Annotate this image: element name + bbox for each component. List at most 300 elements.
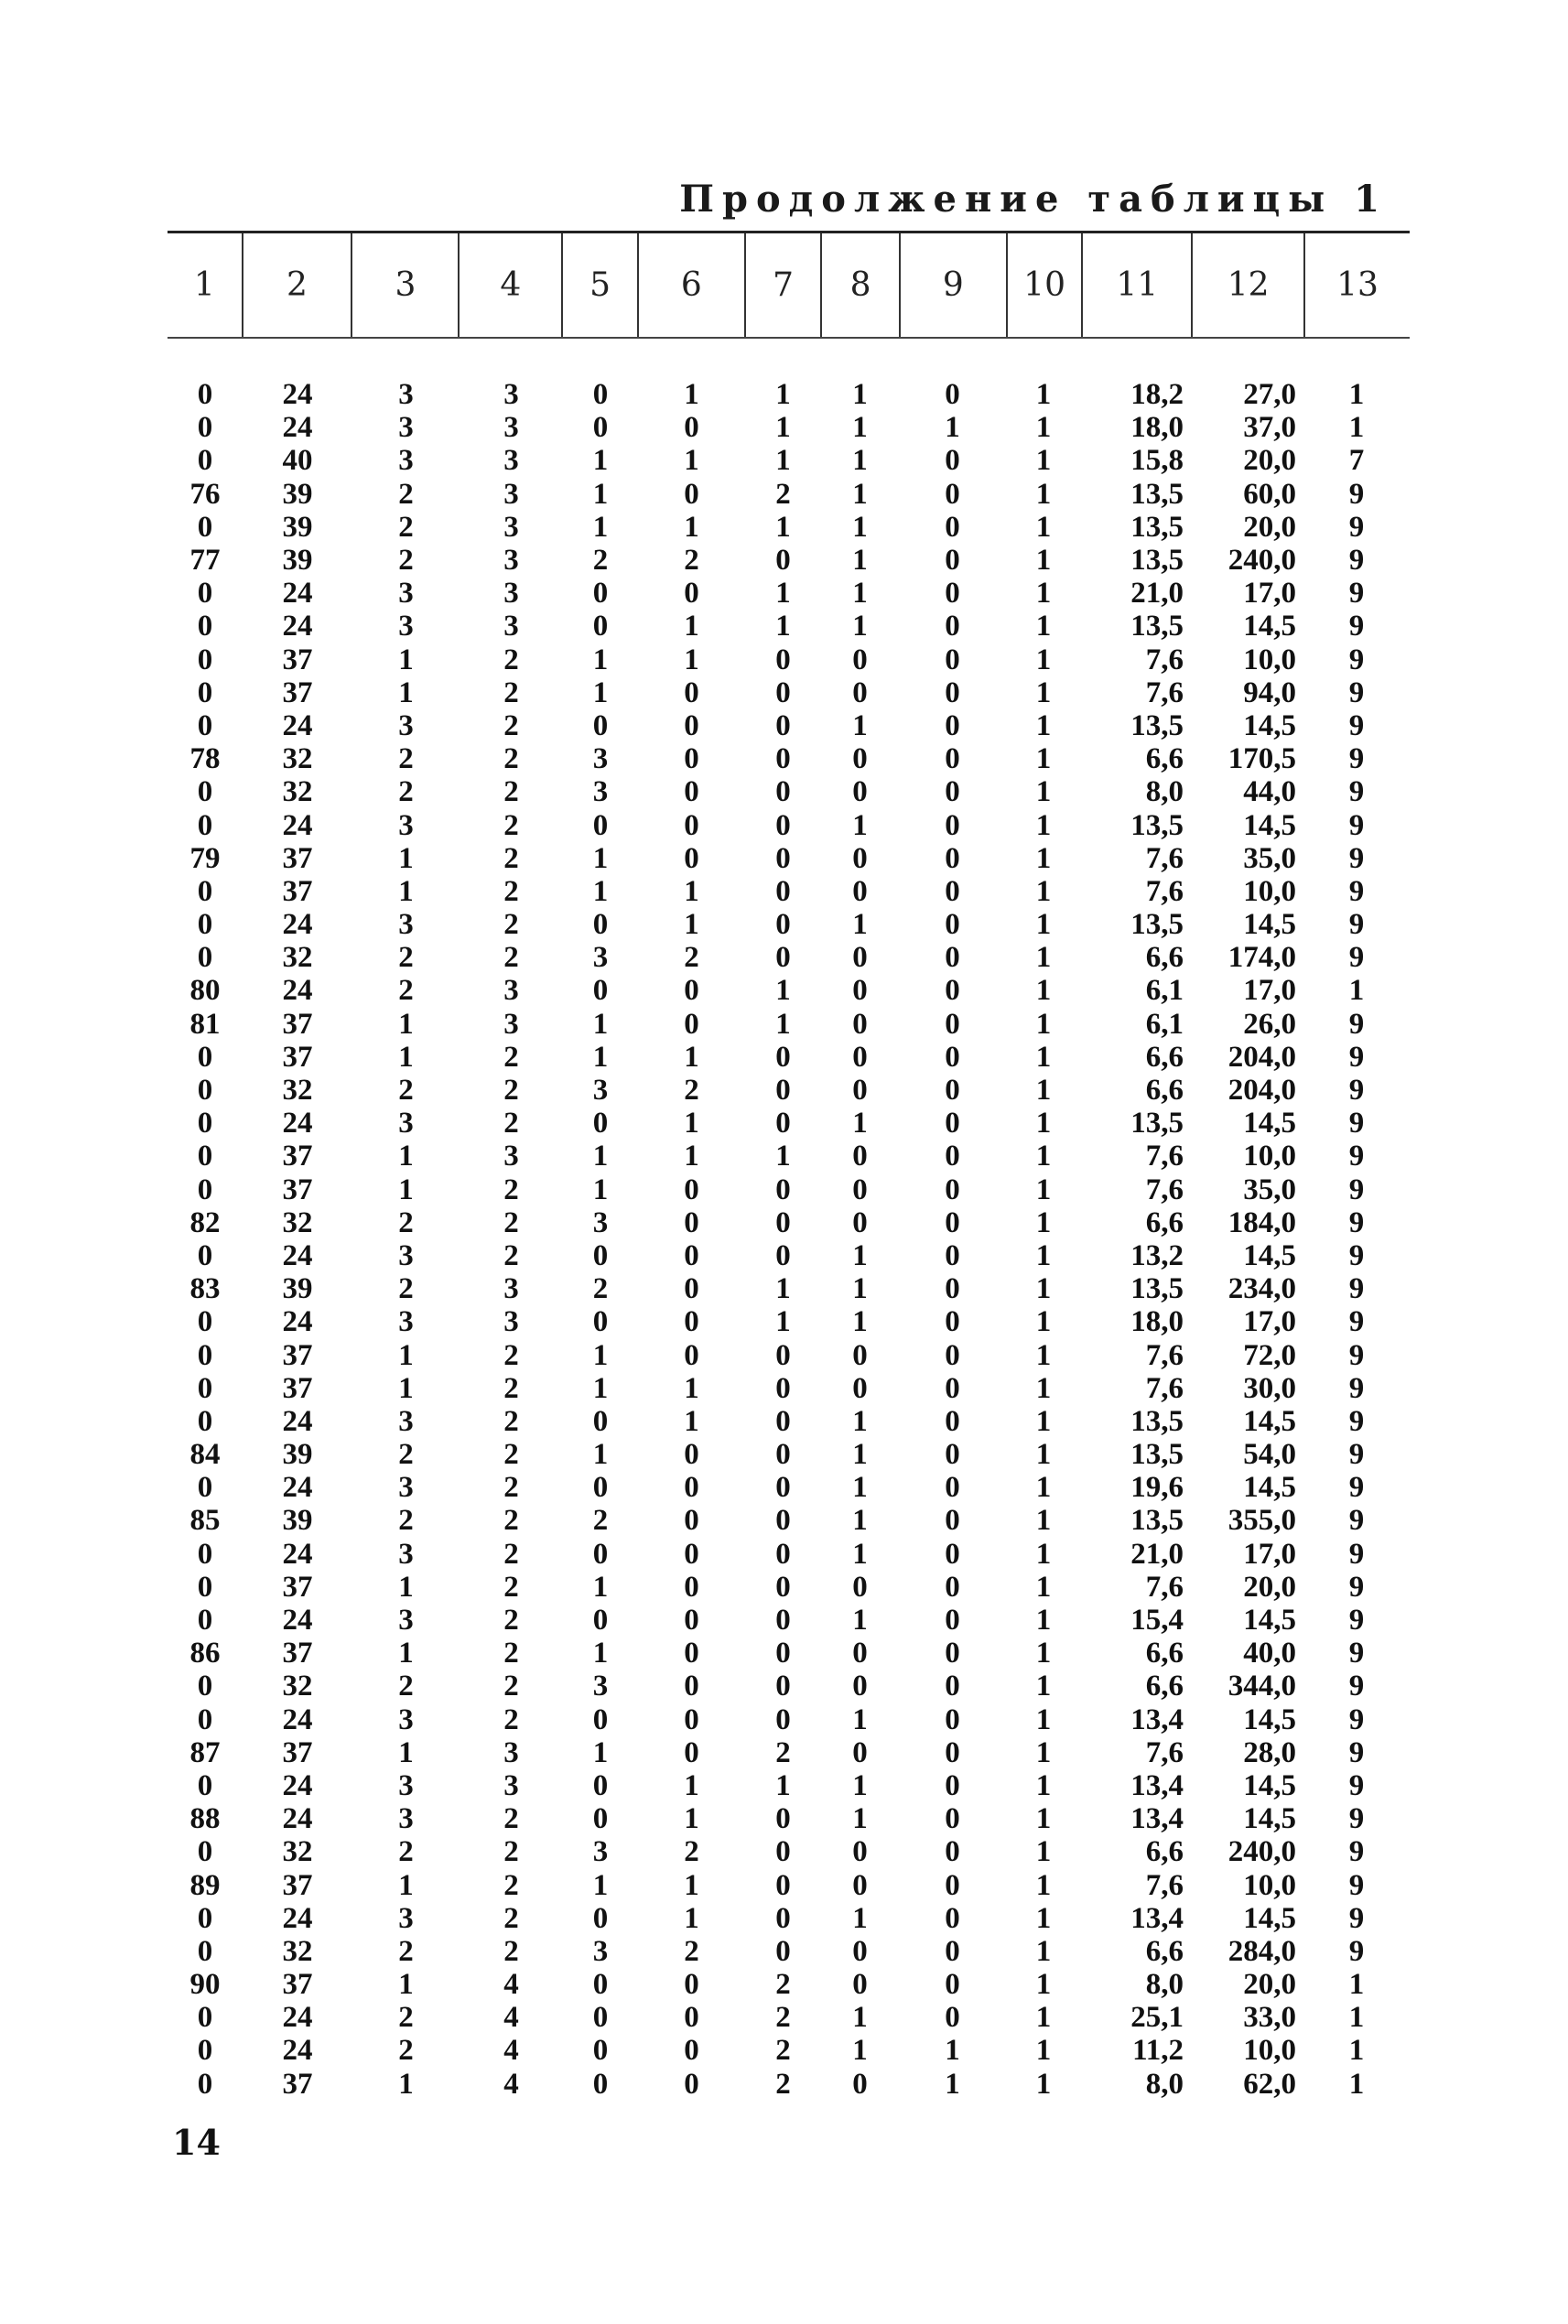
table-cell: 2 <box>503 1371 519 1405</box>
table-cell: 3 <box>503 444 519 478</box>
table-cell: 1 <box>592 477 609 511</box>
table-cell: 2 <box>503 874 519 908</box>
table-cell: 0 <box>592 808 609 842</box>
table-cell: 1 <box>592 1637 609 1670</box>
table-cell: 7,6 <box>1145 874 1184 908</box>
table-cell: 204,0 <box>1227 1040 1296 1074</box>
table-cell: 0 <box>197 1901 213 1935</box>
table-cell: 1 <box>852 444 868 478</box>
table-cell: 1 <box>1035 1438 1052 1472</box>
table-cell: 0 <box>852 1205 868 1239</box>
table-cell: 0 <box>945 1471 960 1505</box>
table-cell: 2 <box>503 742 519 776</box>
table-cell: 1 <box>1035 1471 1052 1505</box>
table-cell: 1 <box>1035 775 1052 809</box>
table-cell: 30,0 <box>1243 1371 1296 1405</box>
table-cell: 0 <box>945 1901 960 1935</box>
table-cell: 1 <box>775 1305 791 1339</box>
table-cell: 9 <box>1348 510 1365 544</box>
table-cell: 2 <box>503 841 519 875</box>
table-cell: 2 <box>503 1404 519 1438</box>
table-row <box>168 1272 1410 1305</box>
table-cell: 1 <box>684 378 699 412</box>
table-cell: 9 <box>1348 1901 1365 1935</box>
table-cell: 24 <box>282 1802 313 1836</box>
table-row <box>168 974 1410 1007</box>
table-cell: 14,5 <box>1243 708 1296 742</box>
table-cell: 1 <box>592 1140 609 1173</box>
table-cell: 0 <box>197 1074 213 1108</box>
table-cell: 9 <box>1348 1007 1365 1041</box>
table-cell: 9 <box>1348 1471 1365 1505</box>
table-cell: 7,6 <box>1145 1173 1184 1206</box>
table-cell: 0 <box>775 1404 791 1438</box>
table-cell: 9 <box>1348 1768 1365 1802</box>
table-cell: 1 <box>1035 1537 1052 1571</box>
table-cell: 0 <box>775 1901 791 1935</box>
table-cell: 3 <box>592 742 609 776</box>
table-cell: 1 <box>1348 1968 1365 2002</box>
table-cell: 0 <box>852 1371 868 1405</box>
table-cell: 2 <box>775 1968 791 2002</box>
table-cell: 0 <box>684 1238 699 1272</box>
table-cell: 37 <box>282 2067 313 2101</box>
table-cell: 0 <box>945 1637 960 1670</box>
table-cell: 1 <box>1035 577 1052 611</box>
table-row <box>168 1868 1410 1901</box>
table-cell: 1 <box>684 1868 699 1902</box>
table-cell: 0 <box>197 1768 213 1802</box>
table-cell: 2 <box>503 1205 519 1239</box>
table-cell: 14,5 <box>1243 1768 1296 1802</box>
table-cell: 9 <box>1348 941 1365 975</box>
table-cell: 0 <box>775 808 791 842</box>
table-cell: 0 <box>592 1802 609 1836</box>
table-cell: 0 <box>852 1040 868 1074</box>
table-cell: 77 <box>189 544 221 578</box>
table-cell: 2 <box>503 1173 519 1206</box>
table-cell: 1 <box>852 1107 868 1140</box>
table-cell: 1 <box>852 1537 868 1571</box>
table-cell: 13,2 <box>1130 1238 1184 1272</box>
table-cell: 90 <box>189 1968 221 2002</box>
table-row <box>168 1041 1410 1074</box>
table-cell: 0 <box>684 1968 699 2002</box>
table-cell: 28,0 <box>1243 1735 1296 1769</box>
table-cell: 1 <box>1035 1968 1052 2002</box>
table-row <box>168 1935 1410 1968</box>
table-cell: 1 <box>775 378 791 412</box>
table-cell: 3 <box>398 1537 414 1571</box>
table-cell: 1 <box>592 676 609 709</box>
table-cell: 1 <box>398 676 414 709</box>
table-row <box>168 511 1410 544</box>
table-cell: 24 <box>282 1107 313 1140</box>
table-cell: 9 <box>1348 775 1365 809</box>
table-cell: 54,0 <box>1243 1438 1296 1472</box>
table-cell: 37 <box>282 676 313 709</box>
table-cell: 13,5 <box>1130 477 1184 511</box>
table-cell: 24 <box>282 1537 313 1571</box>
table-cell: 1 <box>1035 1702 1052 1736</box>
table-cell: 3 <box>592 1934 609 1968</box>
table-cell: 0 <box>592 411 609 445</box>
table-cell: 14,5 <box>1243 1404 1296 1438</box>
table-cell: 14,5 <box>1243 1238 1296 1272</box>
table-cell: 1 <box>1035 2067 1052 2101</box>
table-cell: 18,0 <box>1130 1305 1184 1339</box>
table-cell: 0 <box>684 477 699 511</box>
table-cell: 84 <box>189 1438 221 1472</box>
table-cell: 2 <box>592 544 609 578</box>
table-cell: 0 <box>684 676 699 709</box>
table-cell: 32 <box>282 742 313 776</box>
table-cell: 0 <box>852 974 868 1008</box>
table-cell: 0 <box>197 1140 213 1173</box>
table-cell: 0 <box>592 2034 609 2068</box>
column-header-13: 13 <box>1336 266 1379 304</box>
table-cell: 0 <box>945 1371 960 1405</box>
table-cell: 9 <box>1348 577 1365 611</box>
table-cell: 3 <box>398 708 414 742</box>
table-cell: 4 <box>503 2001 519 2035</box>
table-cell: 1 <box>852 2001 868 2035</box>
table-cell: 1 <box>852 1305 868 1339</box>
table-cell: 2 <box>503 1471 519 1505</box>
table-cell: 0 <box>197 1173 213 1206</box>
table-cell: 0 <box>197 1371 213 1405</box>
table-cell: 6,6 <box>1145 941 1184 975</box>
table-cell: 1 <box>1035 1007 1052 1041</box>
table-cell: 13,5 <box>1130 610 1184 643</box>
table-cell: 0 <box>684 742 699 776</box>
table-cell: 9 <box>1348 676 1365 709</box>
table-cell: 2 <box>398 1670 414 1703</box>
table-cell: 0 <box>852 1934 868 1968</box>
table-cell: 24 <box>282 1238 313 1272</box>
table-cell: 35,0 <box>1243 1173 1296 1206</box>
table-cell: 2 <box>398 1074 414 1108</box>
table-cell: 15,8 <box>1130 444 1184 478</box>
table-cell: 0 <box>775 1238 791 1272</box>
table-cell: 2 <box>503 808 519 842</box>
table-cell: 2 <box>398 974 414 1008</box>
table-cell: 0 <box>197 1537 213 1571</box>
table-cell: 20,0 <box>1243 510 1296 544</box>
column-header-10: 10 <box>1008 233 1084 337</box>
table-row <box>168 1802 1410 1835</box>
table-cell: 1 <box>398 1371 414 1405</box>
table-cell: 10,0 <box>1243 1140 1296 1173</box>
table-cell: 40,0 <box>1243 1637 1296 1670</box>
table-cell: 0 <box>684 1670 699 1703</box>
table-cell: 2 <box>503 908 519 942</box>
table-cell: 14,5 <box>1243 1702 1296 1736</box>
table-cell: 37 <box>282 1371 313 1405</box>
table-cell: 1 <box>1348 411 1365 445</box>
table-cell: 37 <box>282 643 313 676</box>
table-cell: 1 <box>1035 411 1052 445</box>
table-cell: 0 <box>684 411 699 445</box>
table-cell: 170,5 <box>1227 742 1296 776</box>
table-cell: 3 <box>398 1107 414 1140</box>
table-cell: 6,6 <box>1145 1670 1184 1703</box>
table-cell: 0 <box>197 1604 213 1638</box>
table-cell: 0 <box>197 378 213 412</box>
table-cell: 3 <box>503 974 519 1008</box>
table-cell: 9 <box>1348 1537 1365 1571</box>
table-cell: 0 <box>197 908 213 942</box>
table-row <box>168 1008 1410 1041</box>
table-cell: 24 <box>282 908 313 942</box>
table-cell: 1 <box>852 411 868 445</box>
table-cell: 0 <box>684 577 699 611</box>
table-cell: 0 <box>852 874 868 908</box>
table-cell: 0 <box>592 1238 609 1272</box>
table-cell: 0 <box>197 577 213 611</box>
table-cell: 2 <box>398 1438 414 1472</box>
table-cell: 9 <box>1348 610 1365 643</box>
table-row <box>168 1305 1410 1338</box>
table-row <box>168 908 1410 941</box>
table-cell: 2 <box>775 2001 791 2035</box>
table-cell: 9 <box>1348 908 1365 942</box>
table-cell: 1 <box>852 1404 868 1438</box>
table-cell: 13,5 <box>1130 708 1184 742</box>
table-cell: 0 <box>852 1007 868 1041</box>
table-cell: 2 <box>398 1272 414 1306</box>
table-cell: 1 <box>1035 1040 1052 1074</box>
table-cell: 39 <box>282 477 313 511</box>
table-cell: 6,6 <box>1145 1205 1184 1239</box>
table-row <box>168 1902 1410 1935</box>
table-cell: 0 <box>592 1107 609 1140</box>
table-cell: 0 <box>945 1205 960 1239</box>
table-cell: 0 <box>852 1570 868 1604</box>
table-cell: 0 <box>684 1471 699 1505</box>
table-cell: 1 <box>852 708 868 742</box>
table-cell: 0 <box>197 676 213 709</box>
table-cell: 1 <box>1035 378 1052 412</box>
table-cell: 234,0 <box>1227 1272 1296 1306</box>
table-cell: 0 <box>775 1670 791 1703</box>
table-cell: 1 <box>1035 2034 1052 2068</box>
table-cell: 9 <box>1348 708 1365 742</box>
table-cell: 2 <box>503 1338 519 1372</box>
table-cell: 2 <box>503 1570 519 1604</box>
table-cell: 0 <box>197 411 213 445</box>
table-cell: 1 <box>1035 1868 1052 1902</box>
table-cell: 0 <box>197 1305 213 1339</box>
table-cell: 39 <box>282 1504 313 1538</box>
table-cell: 14,5 <box>1243 808 1296 842</box>
table-row <box>168 577 1410 610</box>
table-cell: 2 <box>592 1504 609 1538</box>
table-cell: 0 <box>945 742 960 776</box>
table-cell: 1 <box>592 1438 609 1472</box>
table-cell: 0 <box>684 775 699 809</box>
table-cell: 0 <box>852 1670 868 1703</box>
table-cell: 2 <box>503 941 519 975</box>
table-cell: 18,0 <box>1130 411 1184 445</box>
table-cell: 0 <box>945 444 960 478</box>
table-row <box>168 808 1410 841</box>
table-cell: 4 <box>503 2034 519 2068</box>
table-cell: 204,0 <box>1227 1074 1296 1108</box>
table-cell: 2 <box>503 1670 519 1703</box>
table-cell: 2 <box>398 941 414 975</box>
table-cell: 2 <box>684 941 699 975</box>
table-cell: 10,0 <box>1243 2034 1296 2068</box>
table-cell: 0 <box>592 577 609 611</box>
table-cell: 1 <box>1035 1504 1052 1538</box>
table-cell: 35,0 <box>1243 841 1296 875</box>
table-cell: 7,6 <box>1145 1868 1184 1902</box>
table-row <box>168 478 1410 511</box>
table-cell: 0 <box>945 1272 960 1306</box>
table-row <box>168 378 1410 411</box>
table-cell: 32 <box>282 1074 313 1108</box>
table-cell: 9 <box>1348 1074 1365 1108</box>
table-row <box>168 1405 1410 1438</box>
table-cell: 1 <box>1035 1404 1052 1438</box>
table-cell: 17,0 <box>1243 1537 1296 1571</box>
table-cell: 9 <box>1348 1338 1365 1372</box>
table-cell: 3 <box>592 1205 609 1239</box>
table-cell: 0 <box>197 444 213 478</box>
data-table <box>168 231 1410 2101</box>
table-cell: 1 <box>684 1802 699 1836</box>
table-body <box>168 378 1410 2101</box>
table-cell: 0 <box>852 643 868 676</box>
table-cell: 1 <box>852 577 868 611</box>
table-cell: 3 <box>503 1007 519 1041</box>
table-cell: 6,6 <box>1145 1074 1184 1108</box>
table-cell: 2 <box>684 1835 699 1869</box>
table-cell: 0 <box>775 1338 791 1372</box>
table-cell: 1 <box>684 1901 699 1935</box>
table-cell: 0 <box>775 1934 791 1968</box>
table-cell: 0 <box>945 941 960 975</box>
table-cell: 1 <box>852 1802 868 1836</box>
table-cell: 1 <box>775 577 791 611</box>
table-cell: 9 <box>1348 1735 1365 1769</box>
table-cell: 1 <box>592 444 609 478</box>
table-cell: 20,0 <box>1243 444 1296 478</box>
table-cell: 1 <box>852 610 868 643</box>
table-cell: 1 <box>852 1238 868 1272</box>
table-cell: 2 <box>775 2067 791 2101</box>
table-cell: 1 <box>1035 1637 1052 1670</box>
table-cell: 2 <box>503 1702 519 1736</box>
table-cell: 0 <box>592 1702 609 1736</box>
table-cell: 1 <box>1035 1670 1052 1703</box>
table-cell: 1 <box>592 510 609 544</box>
table-cell: 9 <box>1348 1305 1365 1339</box>
table-cell: 0 <box>592 1471 609 1505</box>
table-cell: 0 <box>775 742 791 776</box>
table-cell: 8,0 <box>1145 2067 1184 2101</box>
table-cell: 1 <box>1035 908 1052 942</box>
table-cell: 2 <box>398 477 414 511</box>
table-cell: 1 <box>852 1438 868 1472</box>
table-cell: 7,6 <box>1145 1338 1184 1372</box>
table-cell: 2 <box>398 1835 414 1869</box>
table-cell: 1 <box>1035 974 1052 1008</box>
table-cell: 1 <box>684 510 699 544</box>
table-cell: 62,0 <box>1243 2067 1296 2101</box>
table-row <box>168 1571 1410 1604</box>
table-row <box>168 1239 1410 1272</box>
table-cell: 9 <box>1348 1670 1365 1703</box>
table-cell: 0 <box>592 378 609 412</box>
table-cell: 2 <box>503 1802 519 1836</box>
table-cell: 4 <box>503 2067 519 2101</box>
table-cell: 0 <box>852 676 868 709</box>
table-cell: 0 <box>684 1537 699 1571</box>
table-cell: 1 <box>945 2067 960 2101</box>
table-cell: 1 <box>852 2034 868 2068</box>
table-cell: 1 <box>852 510 868 544</box>
table-cell: 1 <box>1035 1901 1052 1935</box>
table-cell: 24 <box>282 708 313 742</box>
table-cell: 1 <box>775 411 791 445</box>
table-cell: 0 <box>775 1173 791 1206</box>
table-cell: 0 <box>197 1040 213 1074</box>
table-cell: 9 <box>1348 1637 1365 1670</box>
table-cell: 39 <box>282 1272 313 1306</box>
table-cell: 0 <box>945 610 960 643</box>
column-header-6: 6 <box>639 233 746 337</box>
table-cell: 13,5 <box>1130 1107 1184 1140</box>
table-cell: 1 <box>684 610 699 643</box>
table-cell: 13,4 <box>1130 1768 1184 1802</box>
table-cell: 1 <box>852 1471 868 1505</box>
table-cell: 2 <box>684 1934 699 1968</box>
table-cell: 3 <box>398 1901 414 1935</box>
table-cell: 0 <box>945 1735 960 1769</box>
table-cell: 0 <box>197 1835 213 1869</box>
table-cell: 0 <box>945 1934 960 1968</box>
table-cell: 0 <box>945 1868 960 1902</box>
table-cell: 0 <box>945 1140 960 1173</box>
table-cell: 0 <box>684 708 699 742</box>
table-cell: 1 <box>592 874 609 908</box>
table-cell: 0 <box>852 1338 868 1372</box>
table-cell: 9 <box>1348 477 1365 511</box>
table-cell: 24 <box>282 378 313 412</box>
table-cell: 27,0 <box>1243 378 1296 412</box>
table-cell: 0 <box>945 1604 960 1638</box>
table-cell: 0 <box>852 941 868 975</box>
table-cell: 0 <box>945 1670 960 1703</box>
table-cell: 7,6 <box>1145 676 1184 709</box>
table-cell: 3 <box>398 1702 414 1736</box>
table-cell: 0 <box>945 808 960 842</box>
table-cell: 7,6 <box>1145 1371 1184 1405</box>
table-cell: 0 <box>775 1471 791 1505</box>
table-row <box>168 1107 1410 1140</box>
table-cell: 9 <box>1348 1438 1365 1472</box>
table-cell: 6,6 <box>1145 1637 1184 1670</box>
table-cell: 39 <box>282 544 313 578</box>
table-cell: 8,0 <box>1145 775 1184 809</box>
table-cell: 4 <box>503 1968 519 2002</box>
table-cell: 3 <box>503 510 519 544</box>
table-cell: 9 <box>1348 1272 1365 1306</box>
table-cell: 2 <box>775 2034 791 2068</box>
table-cell: 24 <box>282 2001 313 2035</box>
